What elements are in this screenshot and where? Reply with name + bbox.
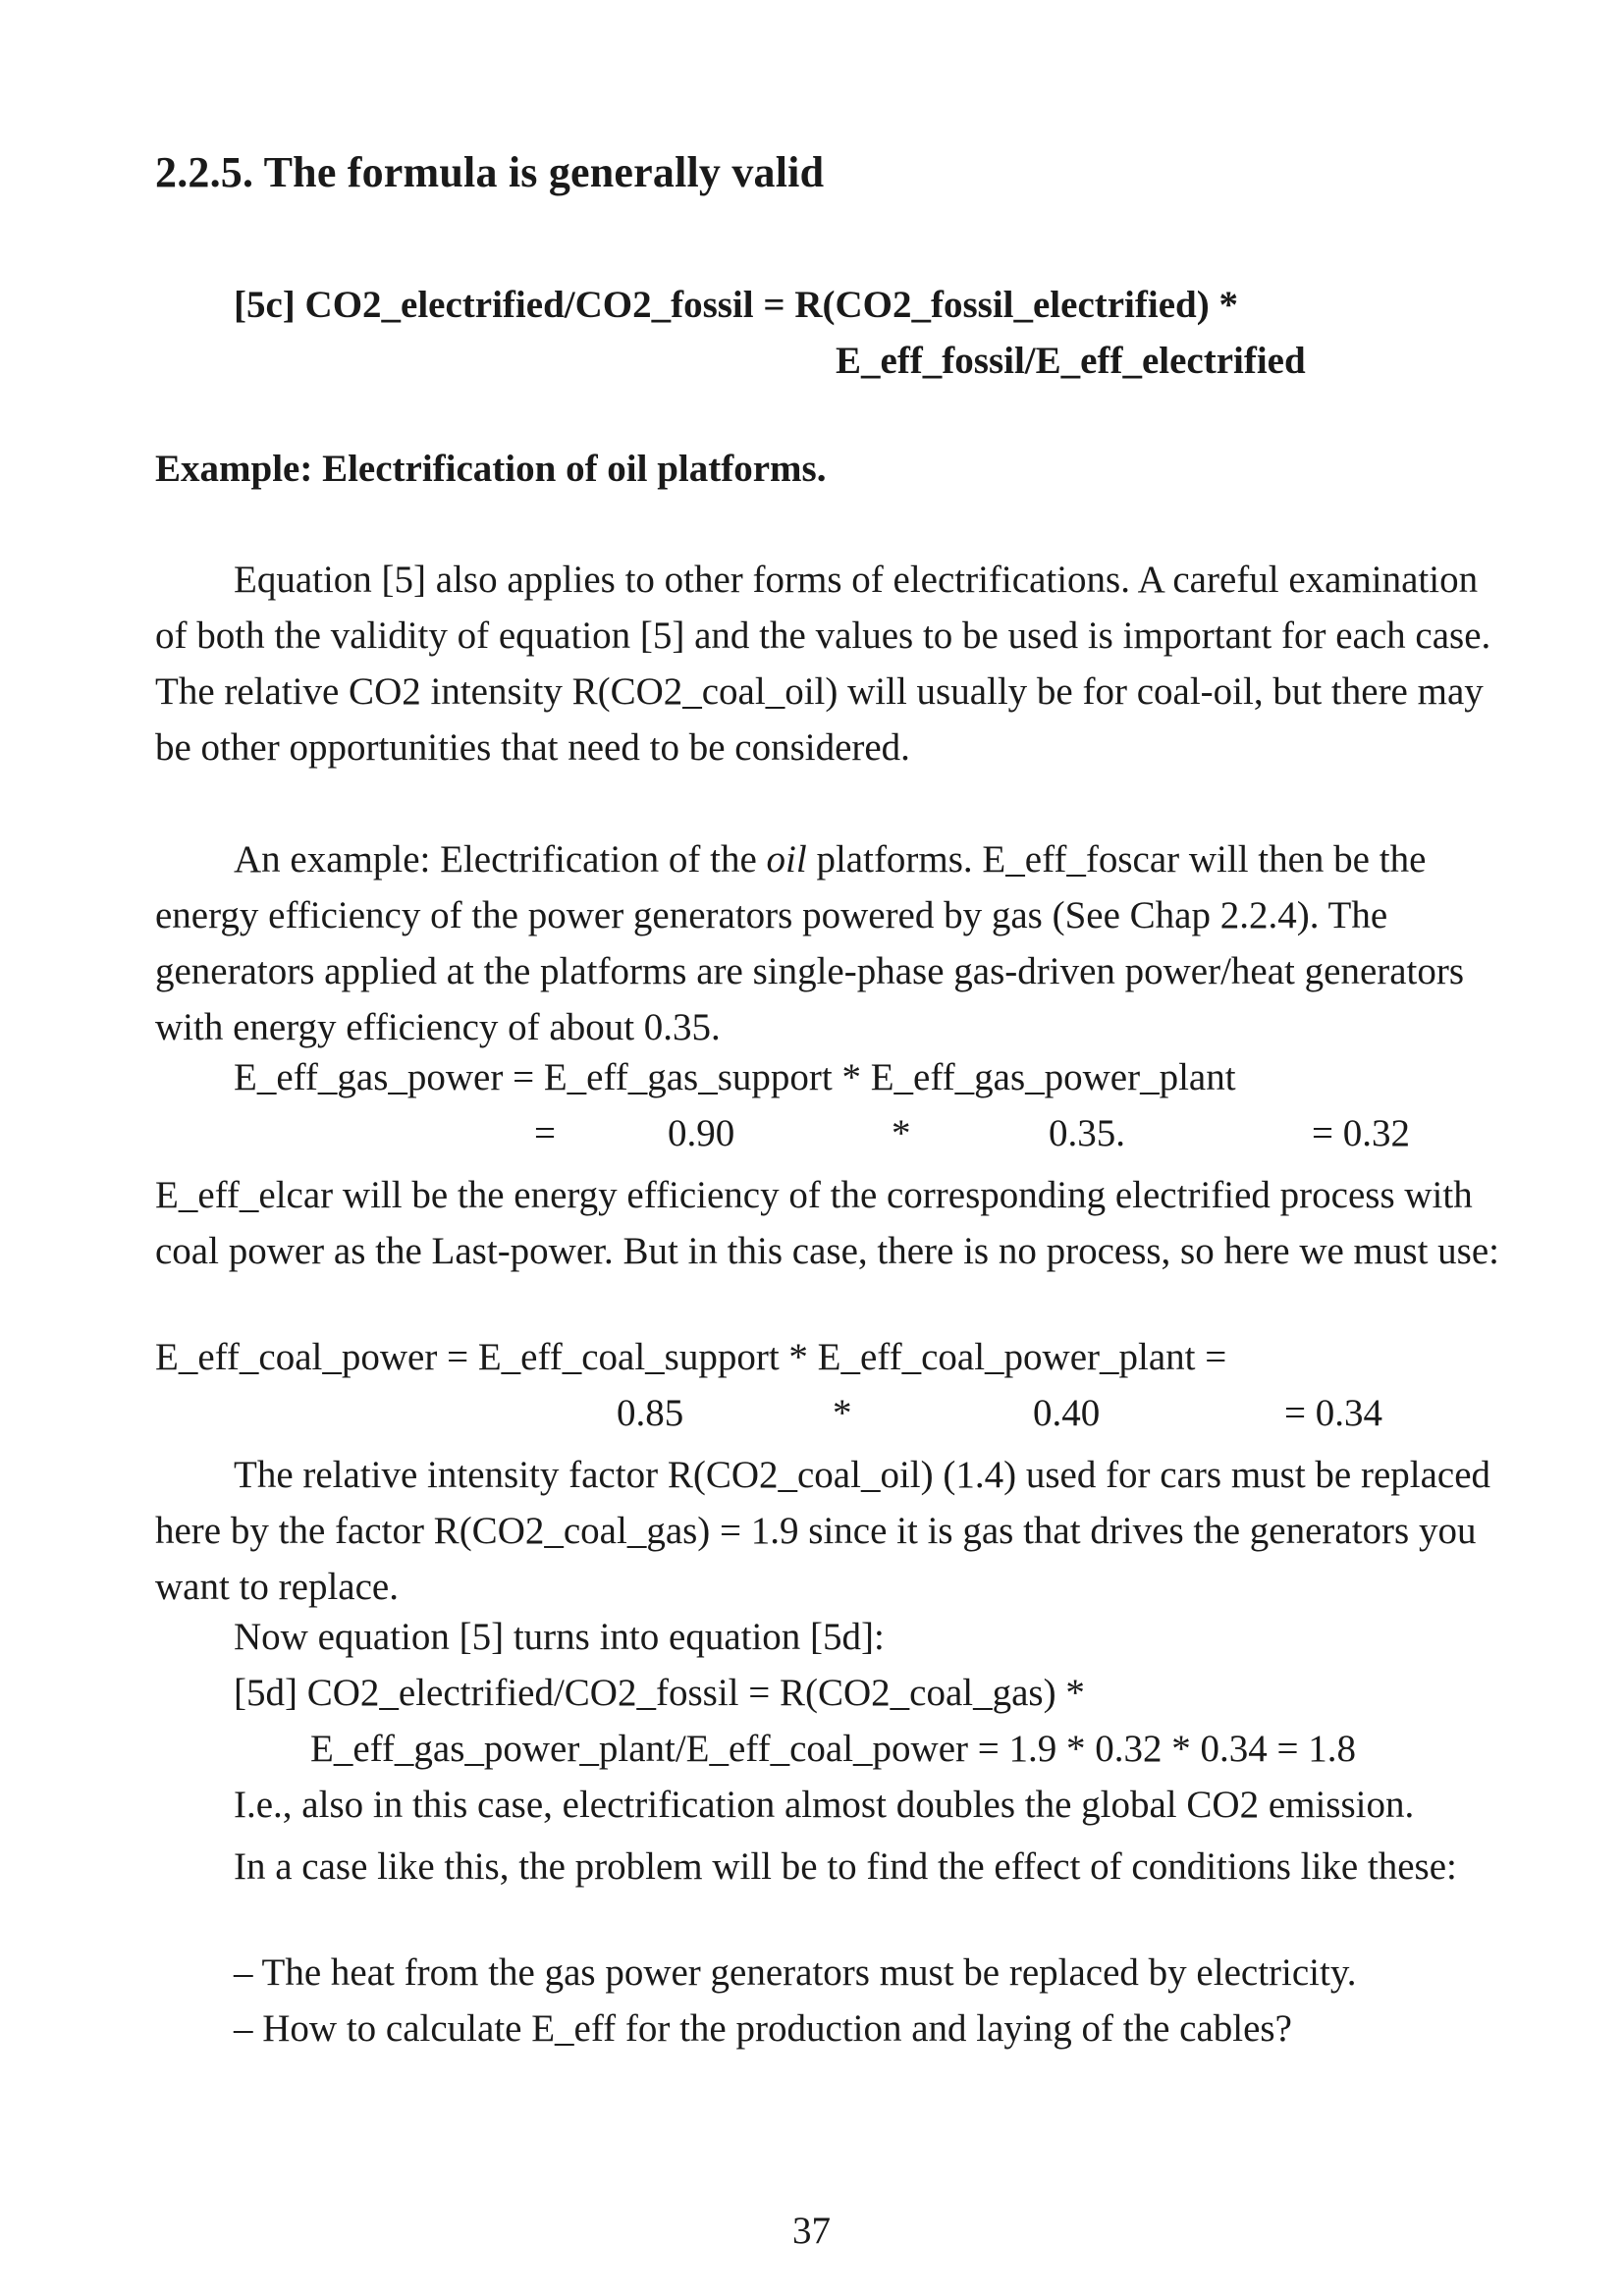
coal-equation-line: E_eff_coal_power = E_eff_coal_support * E_eff_coal_power_plant = bbox=[155, 1336, 1227, 1378]
paragraph-2-italic: oil bbox=[766, 838, 807, 881]
formula-5d-line2: E_eff_gas_power_plant/E_eff_coal_power = 1.9 * 0.32 * 0.34 = 1.8 bbox=[310, 1728, 1356, 1770]
coal-equation-value-2: 0.40 bbox=[1033, 1392, 1101, 1434]
coal-equation-value-1: 0.85 bbox=[617, 1392, 684, 1434]
example-title: Example: Electrification of oil platforms. bbox=[155, 448, 827, 490]
paragraph-6: I.e., also in this case, electrification almost doubles the global CO2 emission. bbox=[234, 1784, 1415, 1826]
paragraph-2-text-a: An example: Electrification of the bbox=[234, 838, 767, 881]
paragraph-7: In a case like this, the problem will be to find the effect of conditions like these: bbox=[234, 1845, 1457, 1888]
coal-equation-operator: * bbox=[833, 1392, 852, 1434]
bullet-item: – How to calculate E_eff for the production and laying of the cables? bbox=[234, 2007, 1292, 2050]
formula-5d-line1: [5d] CO2_electrified/CO2_fossil = R(CO2_coal_gas) * bbox=[234, 1672, 1085, 1714]
gas-equation-result: = 0.32 bbox=[1312, 1112, 1410, 1154]
gas-equation-equals: = bbox=[534, 1112, 556, 1154]
gas-equation-value-2: 0.35. bbox=[1049, 1112, 1125, 1154]
coal-equation-result: = 0.34 bbox=[1284, 1392, 1382, 1434]
page-number: 37 bbox=[792, 2210, 831, 2252]
bullet-item: – The heat from the gas power generators must be replaced by electricity. bbox=[234, 1951, 1357, 1994]
paragraph-4: The relative intensity factor R(CO2_coal_oil) (1.4) used for cars must be replaced here by the factor R(CO2_coal_gas) = 1.9 since it is gas that drives the generators you want to replace. bbox=[155, 1454, 1491, 1608]
formula-5c-line1: [5c] CO2_electrified/CO2_fossil = R(CO2_fossil_electrified) * bbox=[234, 284, 1238, 326]
paragraph-3: E_eff_elcar will be the energy efficiency of the corresponding electrified process with coal power as the Last-power. But in this case, there is no process, so here we must use: bbox=[155, 1174, 1499, 1272]
formula-5c-line2: E_eff_fossil/E_eff_electrified bbox=[836, 340, 1306, 382]
paragraph-2-text-b: platforms. E_eff_foscar will then be the energy efficiency of the power generators powered by gas (See Chap 2.2.4). The generators applied at the platforms are single-phase gas-driven power/heat generators with energy efficiency of about 0.35. bbox=[155, 838, 1465, 1048]
section-heading: 2.2.5. The formula is generally valid bbox=[155, 148, 825, 196]
paragraph-2 bbox=[155, 831, 1500, 1055]
gas-equation-value-1: 0.90 bbox=[668, 1112, 735, 1154]
gas-equation-line: E_eff_gas_power = E_eff_gas_support * E_eff_gas_power_plant bbox=[234, 1056, 1236, 1098]
paragraph-5: Now equation [5] turns into equation [5d]: bbox=[234, 1616, 885, 1658]
paragraph-1: Equation [5] also applies to other forms of electrifications. A careful examination of both the validity of equation [5] and the values to be used is important for each case. The relative CO2 intensity R(CO2_coal_oil) will usually be for coal-oil, but there may be other opportunities that need to be considered. bbox=[155, 559, 1491, 769]
gas-equation-operator: * bbox=[892, 1112, 911, 1154]
